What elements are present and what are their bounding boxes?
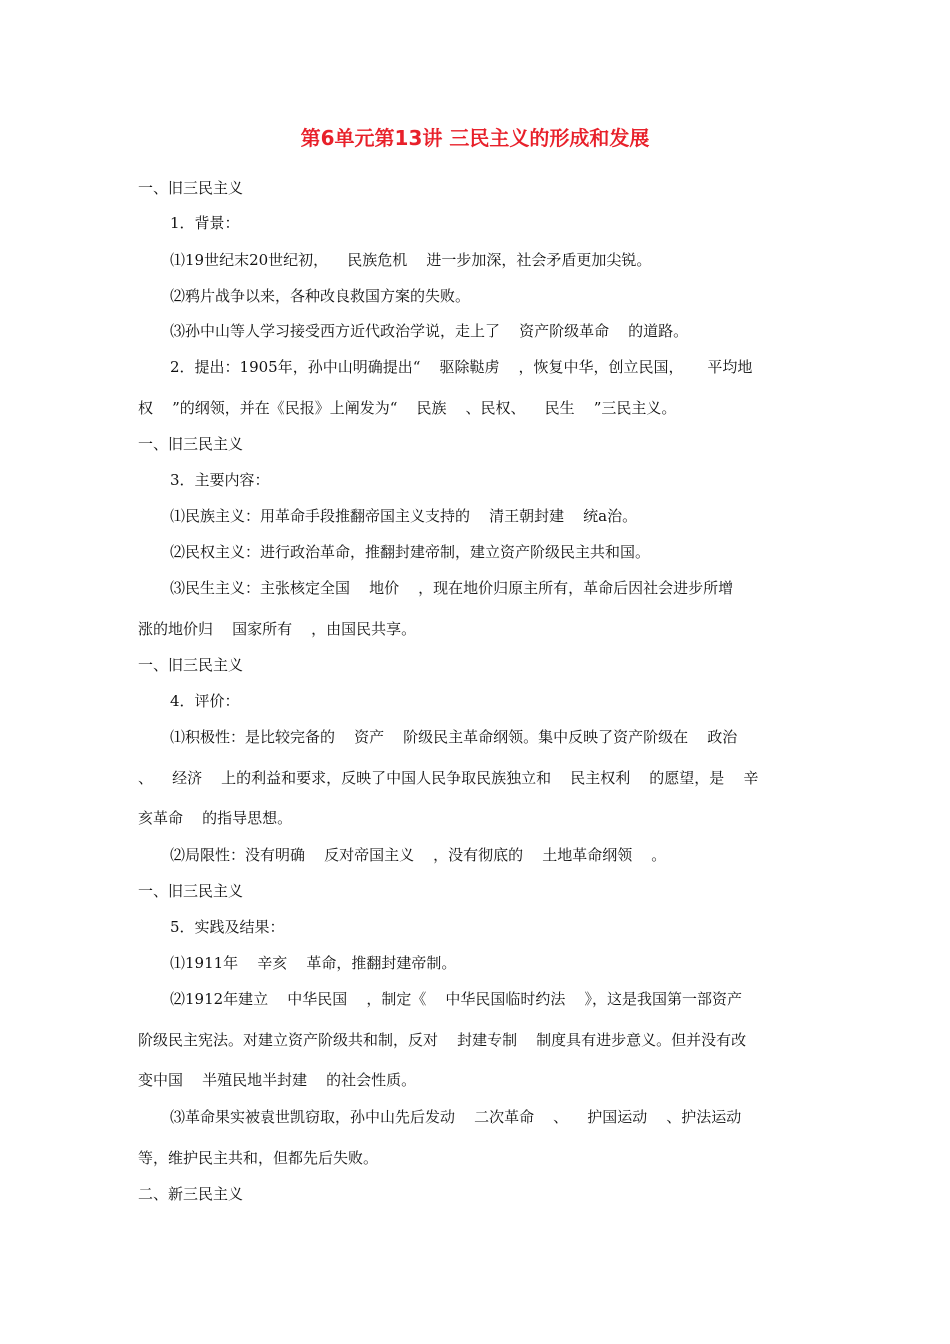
paragraph-line: 权 ”的纲领，并在《民报》上阐发为“ 民族 、民权、 民生 ”三民主义。 xyxy=(138,399,677,417)
paragraph-line: 2．提出：1905年，孙中山明确提出“ 驱除鞑虏 ，恢复中华，创立民国， 平均地 xyxy=(170,358,753,376)
paragraph-line: ⑶孙中山等人学习接受西方近代政治学说，走上了 资产阶级革命 的道路。 xyxy=(170,322,689,340)
subheading: 4．评价： xyxy=(170,692,240,710)
subheading: 3．主要内容： xyxy=(170,471,270,489)
section-heading: 一、旧三民主义 xyxy=(138,882,244,900)
section-heading: 一、旧三民主义 xyxy=(138,656,244,674)
paragraph-line: ⑴1911年 辛亥 革命，推翻封建帝制。 xyxy=(170,954,457,972)
paragraph-line: 涨的地价归 国家所有 ，由国民共享。 xyxy=(138,620,417,638)
paragraph-line: 变中国 半殖民地半封建 的社会性质。 xyxy=(138,1071,417,1089)
paragraph-line: ⑶革命果实被袁世凯窃取，孙中山先后发动 二次革命 、 护国运动 、护法运动 xyxy=(170,1108,742,1126)
paragraph-line: 等，维护民主共和，但都先后失败。 xyxy=(138,1149,379,1167)
page-title: 第6单元第13讲 三民主义的形成和发展 xyxy=(300,126,650,150)
paragraph-line: ⑵局限性：没有明确 反对帝国主义 ，没有彻底的 土地革命纲领 。 xyxy=(170,846,667,864)
paragraph-line: 、 经济 上的利益和要求，反映了中国人民争取民族独立和 民主权利 的愿望，是 辛 xyxy=(138,769,759,787)
section-heading: 二、新三民主义 xyxy=(138,1185,244,1203)
paragraph-line: ⑴积极性：是比较完备的 资产 阶级民主革命纲领。集中反映了资产阶级在 政治 xyxy=(170,728,738,746)
paragraph-line: 亥革命 的指导思想。 xyxy=(138,809,293,827)
paragraph-line: ⑴19世纪末20世纪初， 民族危机 进一步加深，社会矛盾更加尖锐。 xyxy=(170,251,652,269)
paragraph-line: ⑵民权主义：进行政治革命，推翻封建帝制，建立资产阶级民主共和国。 xyxy=(170,543,651,561)
section-heading: 一、旧三民主义 xyxy=(138,435,244,453)
subheading: 5．实践及结果： xyxy=(170,918,285,936)
paragraph-line: 阶级民主宪法。对建立资产阶级共和制，反对 封建专制 制度具有进步意义。但并没有改 xyxy=(138,1031,747,1049)
subheading: 1．背景： xyxy=(170,214,240,232)
paragraph-line: ⑶民生主义：主张核定全国 地价 ，现在地价归原主所有，革命后因社会进步所增 xyxy=(170,579,734,597)
section-heading: 一、旧三民主义 xyxy=(138,179,244,197)
paragraph-line: ⑴民族主义：用革命手段推翻帝国主义支持的 清王朝封建 统a治。 xyxy=(170,507,638,525)
paragraph-line: ⑵1912年建立 中华民国 ，制定《 中华民国临时约法 》，这是我国第一部资产 xyxy=(170,990,742,1008)
paragraph-line: ⑵鸦片战争以来，各种改良救国方案的失败。 xyxy=(170,287,471,305)
